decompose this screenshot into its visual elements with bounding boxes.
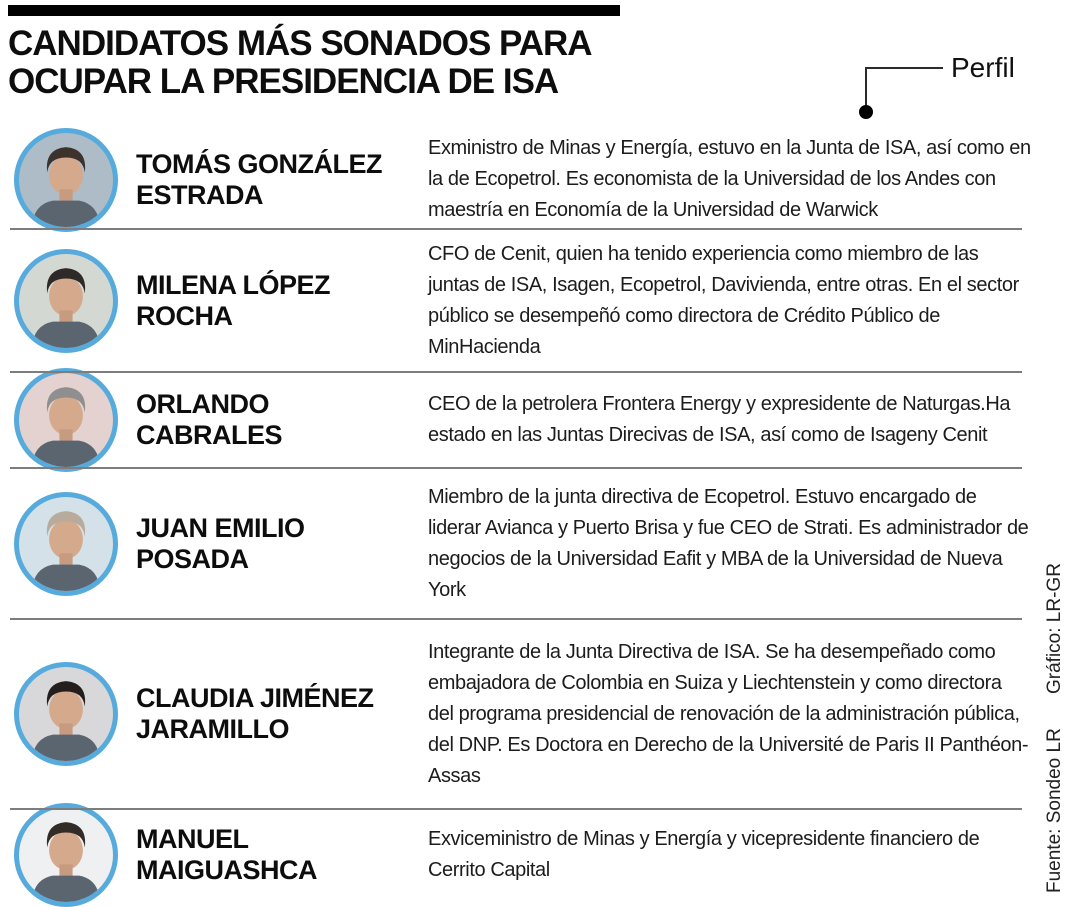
page-title-line1: CANDIDATOS MÁS SONADOS PARA: [8, 24, 592, 63]
photo-column: [0, 249, 118, 353]
person-silhouette-icon: [19, 497, 113, 591]
name-line: JARAMILLO: [136, 714, 289, 744]
candidate-photo: [14, 249, 118, 353]
candidate-name: [118, 149, 428, 211]
top-rule: [8, 5, 620, 16]
candidate-photo: [14, 803, 118, 907]
candidate-profile: Miembro de la junta directiva de Ecopetrol. Estuvo encargado de liderar Avianca y Puerto Brisa y fue CEO de Strati. Es administrador de negocios de la Universidad Eafit y MBA de la Universidad de Nueva York: [428, 485, 1029, 601]
person-silhouette-icon: [19, 808, 113, 902]
name-line: ESTRADA: [136, 179, 264, 210]
candidate-row: [0, 229, 1080, 372]
photo-column: [0, 662, 118, 766]
candidate-name: [118, 389, 428, 451]
name-line: MILENA LÓPEZ: [136, 269, 330, 300]
name-line: CLAUDIA JIMÉNEZ: [136, 683, 374, 713]
name-line: ROCHA: [136, 300, 233, 331]
page-title: [8, 25, 592, 101]
perfil-callout-line-vertical: [865, 67, 867, 108]
person-silhouette-icon: [19, 133, 113, 227]
graphic-credit: Gráfico: LR-GR: [1044, 563, 1065, 694]
candidate-photo: [14, 662, 118, 766]
candidate-list: [0, 130, 1080, 900]
name-line: CABRALES: [136, 420, 283, 450]
name-line: MANUEL: [136, 823, 249, 854]
candidate-photo: [14, 128, 118, 232]
candidate-profile: Exministro de Minas y Energía, estuvo en la Junta de ISA, así como en la de Ecopetrol. Es economista de la Universidad de los Andes con maestría en Economía de la Universidad de Warwick: [428, 137, 1031, 221]
candidate-row: [0, 468, 1080, 619]
perfil-callout-label: Perfil: [951, 52, 1015, 83]
photo-column: [0, 368, 118, 472]
person-silhouette-icon: [19, 373, 113, 467]
name-line: ORLANDO: [136, 389, 269, 419]
person-silhouette-icon: [19, 254, 113, 348]
candidate-profile: CFO de Cenit, quien ha tenido experiencia como miembro de las juntas de ISA, Isagen, Ecopetrol, Davivienda, entre otras. En el sector público se desempeñó como directora de Crédito Público de MinHacienda: [428, 242, 1019, 358]
candidate-name: [118, 824, 428, 886]
candidate-profile: CEO de la petrolera Frontera Energy y expresidente de Naturgas.Ha estado en las Juntas Direcivas de ISA, así como de Isageny Cenit: [428, 393, 1011, 446]
name-line: TOMÁS GONZÁLEZ: [136, 148, 382, 179]
source-credit: Fuente: Sondeo LR: [1044, 728, 1065, 893]
candidate-name: [118, 513, 428, 575]
candidate-row: [0, 809, 1080, 900]
photo-column: [0, 803, 118, 907]
candidate-photo: [14, 492, 118, 596]
person-silhouette-icon: [19, 667, 113, 761]
candidate-name: [118, 683, 428, 745]
candidate-profile: Exviceministro de Minas y Energía y vicepresidente financiero de Cerrito Capital: [428, 827, 980, 881]
candidate-row: [0, 130, 1080, 229]
name-line: POSADA: [136, 543, 249, 574]
candidate-photo: [14, 368, 118, 472]
photo-column: [0, 128, 118, 232]
candidate-row: [0, 619, 1080, 809]
candidate-profile: Integrante de la Junta Directiva de ISA. Se ha desempeñado como embajadora de Colombia en Suiza y Liechtenstein y como directora del programa presidencial de renovación de la administración pública, del DNP. Es Doctora en Derecho de la Université de Paris II Panthéon-Assas: [428, 640, 1029, 787]
page-title-line2: OCUPAR LA PRESIDENCIA DE ISA: [8, 62, 559, 101]
candidate-name: [118, 270, 428, 332]
name-line: MAIGUASHCA: [136, 854, 317, 885]
candidate-row: [0, 372, 1080, 468]
perfil-callout-dot: [859, 105, 873, 119]
perfil-callout-line: [866, 67, 943, 69]
photo-column: [0, 492, 118, 596]
name-line: JUAN EMILIO: [136, 512, 305, 543]
